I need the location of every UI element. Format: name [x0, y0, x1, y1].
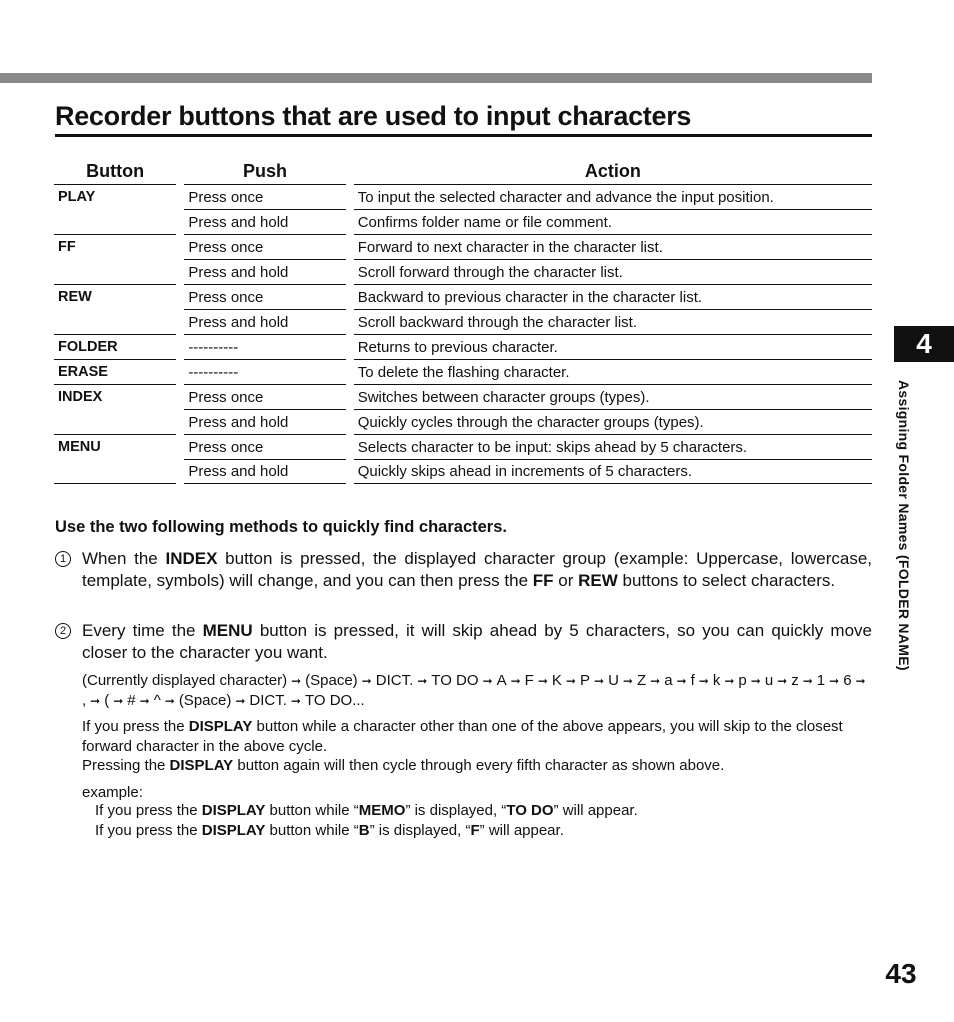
action-cell: Forward to next character in the character list.: [354, 234, 872, 259]
cycle-item: U: [608, 672, 619, 689]
example-label: example:: [82, 784, 143, 801]
example-line-1: If you press the DISPLAY button while “MEMO” is displayed, “TO DO” will appear.: [95, 802, 638, 819]
tip-item-menu: [55, 620, 872, 664]
table-header-row: [54, 158, 872, 184]
arrow-right-icon: ➞: [537, 674, 548, 688]
push-cell: Press and hold: [184, 259, 345, 284]
note-display-cycle: Pressing the DISPLAY button again will then cycle through every fifth character as shown above.: [82, 757, 725, 774]
tip-text: Every time the MENU button is pressed, it will skip ahead by 5 characters, so you can quickly move closer to the character you want.: [82, 621, 872, 662]
action-cell: Scroll backward through the character list.: [354, 309, 872, 334]
arrow-right-icon: ➞: [290, 694, 301, 708]
action-cell: Quickly cycles through the character groups (types).: [354, 409, 872, 434]
cycle-item: (Currently displayed character): [82, 672, 288, 689]
tip-item-index: [55, 548, 872, 592]
chapter-tab: 4: [894, 326, 954, 362]
action-cell: Switches between character groups (types).: [354, 384, 872, 409]
table-row: [54, 234, 872, 259]
push-cell: ----------: [184, 359, 345, 384]
cycle-item: P: [579, 672, 590, 689]
cycle-item: #: [127, 692, 136, 709]
button-name-cell: PLAY: [54, 184, 176, 234]
button-name-cell: FOLDER: [54, 334, 176, 359]
arrow-right-icon: ➞: [291, 674, 302, 688]
tip-text: When the INDEX button is pressed, the displayed character group (example: Uppercase, lowercase, template, symbols) will change, and you can then press the FF or REW buttons to select characters.: [82, 549, 872, 590]
tips-heading: Use the two following methods to quickly find characters.: [55, 518, 507, 536]
action-cell: To input the selected character and advance the input position.: [354, 184, 872, 209]
push-cell: ----------: [184, 334, 345, 359]
note-display-skip: If you press the DISPLAY button while a character other than one of the above appears, you will skip to the closest forward character in the above cycle.: [82, 718, 843, 755]
table-row: [54, 259, 872, 284]
page-number: 43: [885, 958, 917, 989]
table-row: [54, 384, 872, 409]
table-row: [54, 459, 872, 484]
cycle-item: a: [664, 672, 673, 689]
arrow-right-icon: ➞: [90, 694, 101, 708]
chapter-title: Assigning Folder Names (FOLDER NAME): [896, 380, 912, 671]
cycle-item: k: [712, 672, 721, 689]
arrow-right-icon: ➞: [724, 674, 735, 688]
table-row: [54, 359, 872, 384]
push-cell: Press once: [184, 434, 345, 459]
arrow-right-icon: ➞: [855, 674, 866, 688]
arrow-right-icon: ➞: [139, 694, 150, 708]
circled-number-1: 1: [55, 551, 71, 567]
cycle-item: TO DO: [431, 672, 479, 689]
header-push: Push: [243, 161, 288, 181]
input-buttons-table: [54, 158, 872, 484]
cycle-item: Z: [636, 672, 647, 689]
cycle-item: 6: [843, 672, 852, 689]
table-row: [54, 184, 872, 209]
action-cell: Quickly skips ahead in increments of 5 characters.: [354, 459, 872, 484]
circled-number-2: 2: [55, 623, 71, 639]
push-cell: Press and hold: [184, 459, 345, 484]
button-name-cell: INDEX: [54, 384, 176, 434]
cycle-item: DICT.: [249, 692, 287, 709]
arrow-right-icon: ➞: [417, 674, 428, 688]
action-cell: Confirms folder name or file comment.: [354, 209, 872, 234]
cycle-item: p: [738, 672, 747, 689]
arrow-right-icon: ➞: [650, 674, 661, 688]
action-cell: Selects character to be input: skips ahead by 5 characters.: [354, 434, 872, 459]
cycle-item: (: [104, 692, 110, 709]
arrow-right-icon: ➞: [235, 694, 246, 708]
push-cell: Press once: [184, 384, 345, 409]
action-cell: Scroll forward through the character list.: [354, 259, 872, 284]
arrow-right-icon: ➞: [676, 674, 687, 688]
cycle-item: DICT.: [375, 672, 414, 689]
push-cell: Press and hold: [184, 209, 345, 234]
action-cell: To delete the flashing character.: [354, 359, 872, 384]
arrow-right-icon: ➞: [594, 674, 605, 688]
arrow-right-icon: ➞: [829, 674, 840, 688]
table-row: [54, 209, 872, 234]
table-row: [54, 409, 872, 434]
cycle-item: (Space): [305, 672, 358, 689]
push-cell: Press once: [184, 184, 345, 209]
action-cell: Returns to previous character.: [354, 334, 872, 359]
arrow-right-icon: ➞: [802, 674, 813, 688]
arrow-right-icon: ➞: [510, 674, 521, 688]
cycle-item: TO DO...: [304, 692, 365, 709]
cycle-item: z: [791, 672, 799, 689]
arrow-right-icon: ➞: [777, 674, 788, 688]
cycle-item: F: [524, 672, 534, 689]
character-cycle: [82, 671, 872, 711]
cycle-item: ^: [153, 692, 161, 709]
button-name-cell: MENU: [54, 434, 176, 484]
arrow-right-icon: ➞: [361, 674, 372, 688]
arrow-right-icon: ➞: [164, 694, 175, 708]
arrow-right-icon: ➞: [565, 674, 576, 688]
push-cell: Press once: [184, 284, 345, 309]
header-button: Button: [86, 161, 145, 181]
arrow-right-icon: ➞: [750, 674, 761, 688]
cycle-item: u: [764, 672, 774, 689]
cycle-item: f: [690, 672, 695, 689]
arrow-right-icon: ➞: [698, 674, 709, 688]
arrow-right-icon: ➞: [622, 674, 633, 688]
push-cell: Press and hold: [184, 409, 345, 434]
example-line-2: If you press the DISPLAY button while “B” is displayed, “F” will appear.: [95, 822, 564, 839]
push-cell: Press once: [184, 234, 345, 259]
button-name-cell: ERASE: [54, 359, 176, 384]
push-cell: Press and hold: [184, 309, 345, 334]
cycle-item: (Space): [178, 692, 232, 709]
cycle-item: K: [551, 672, 562, 689]
table-row: [54, 334, 872, 359]
table-row: [54, 434, 872, 459]
cycle-item: 1: [816, 672, 826, 689]
button-name-cell: REW: [54, 284, 176, 334]
header-action: Action: [584, 161, 641, 181]
cycle-item: ,: [82, 692, 87, 709]
cycle-item: A: [496, 672, 507, 689]
table-row: [54, 309, 872, 334]
action-cell: Backward to previous character in the character list.: [354, 284, 872, 309]
arrow-right-icon: ➞: [113, 694, 124, 708]
top-rule-bar: [0, 73, 872, 83]
page-title: Recorder buttons that are used to input characters: [55, 100, 872, 137]
button-name-cell: FF: [54, 234, 176, 284]
table-row: [54, 284, 872, 309]
arrow-right-icon: ➞: [482, 674, 493, 688]
